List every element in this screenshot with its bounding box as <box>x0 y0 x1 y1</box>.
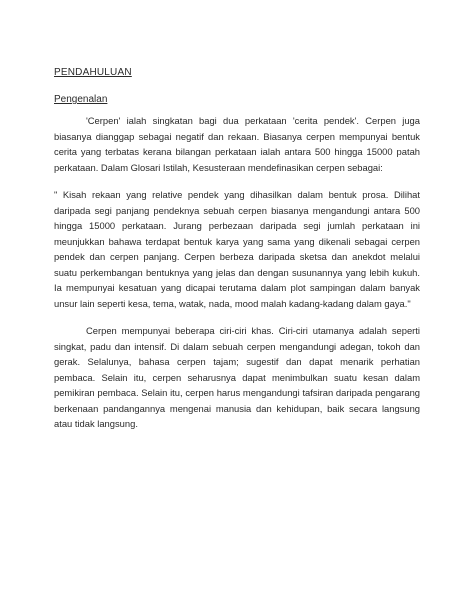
paragraph-line: Ia mempunyai kesatuan yang dicapai terutama dalam plot sampingan dalam banyak <box>54 282 420 293</box>
paragraph-line: hingga 15000 perkataan. Jurang perbezaan daripada segi jumlah perkataan ini <box>54 220 420 231</box>
paragraph-line: cerita yang terbatas kerana bilangan perkataan ialah antara 500 hingga 15000 patah <box>54 146 420 157</box>
subsection-heading: Pengenalan <box>54 94 108 105</box>
paragraph-line: biasanya dianggap sebagai negatif dan rekaan. Biasanya cerpen mempunyai bentuk <box>54 130 420 142</box>
paragraph-quotation <box>54 187 420 311</box>
paragraph-line: singkat, padu dan intensif. Di dalam sebuah cerpen mengandungi adegan, tokoh dan <box>54 340 420 352</box>
paragraph-line: pendek dan cerpen panjang. Cerpen berbeza daripada sketsa dan anekdot melalui <box>54 251 420 262</box>
paragraph-line: gerak. Selalunya, bahasa cerpen tajam; sugestif dan dapat menarik perhatian <box>54 356 420 367</box>
paragraph-characteristics <box>54 323 420 432</box>
section-heading: PENDAHULUAN <box>54 67 132 78</box>
paragraph-line: Cerpen mempunyai beberapa ciri-ciri khas. Ciri-ciri utamanya adalah seperti <box>86 325 420 336</box>
paragraph-line: pemikiran pembaca. Selain itu, cerpen harus mengandungi tafsiran daripada pengarang <box>54 387 420 398</box>
paragraph-line: suatu perkembangan bentuknya yang jelas dan dengan susunannya yang lebih kukuh. <box>54 266 420 278</box>
paragraph-line: perkataan. Dalam Glosari Istilah, Kesusteraan mendefinasikan cerpen sebagai: <box>54 161 383 173</box>
paragraph-definition <box>54 113 420 175</box>
paragraph-line: 'Cerpen' ialah singkatan bagi dua perkataan 'cerita pendek'. Cerpen juga <box>86 115 420 126</box>
paragraph-line: pembaca. Selain itu, cerpen seharusnya dapat menimbulkan suatu kesan dalam <box>54 371 420 383</box>
paragraph-line: berkenaan pandangannya mengenai manusia dan kehidupan, baik secara langsung <box>54 402 420 414</box>
paragraph-line: daripada segi panjang pendeknya sebuah cerpen biasanya mengandungi antara 500 <box>54 204 420 216</box>
paragraph-line: meunjukkan bahawa terdapat bentuk karya yang sama yang dikenali sebagai cerpen <box>54 235 420 247</box>
paragraph-line: " Kisah rekaan yang relative pendek yang dihasilkan dalam bentuk prosa. Dilihat <box>54 189 420 200</box>
paragraph-line: unsur lain seperti kesa, tema, watak, nada, mood malah kadang-kadang dalam gaya." <box>54 297 411 309</box>
paragraph-line: atau tidak langsung. <box>54 418 138 429</box>
